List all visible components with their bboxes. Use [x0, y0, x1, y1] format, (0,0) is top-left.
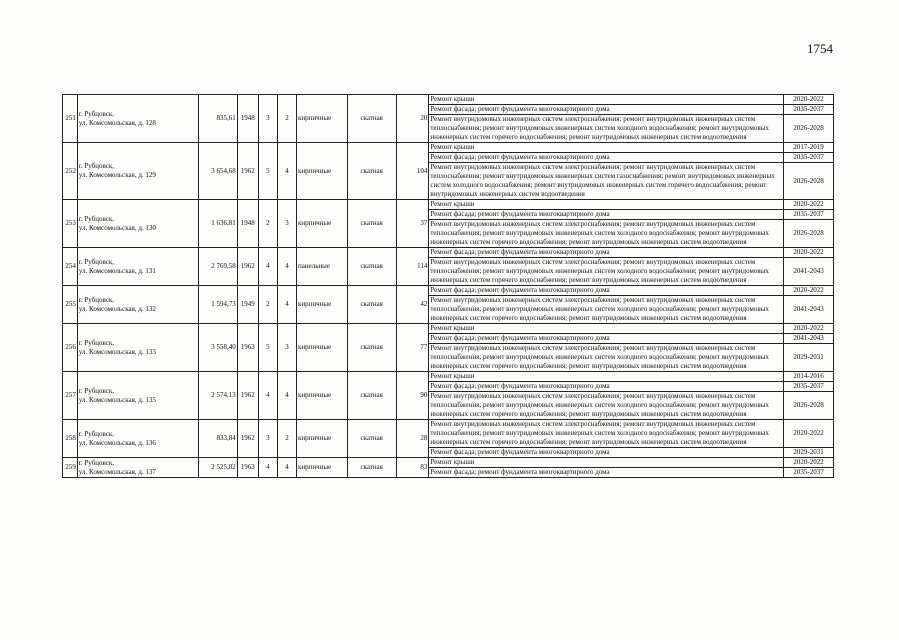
row-number: 253	[63, 200, 78, 248]
address-line: ул. Комсомольская, д. 129	[78, 171, 156, 179]
row-number: 252	[63, 143, 78, 200]
roof-type: скатная	[347, 372, 396, 420]
address-line: г. Рубцовск,	[78, 458, 115, 467]
building-area: 1 594,73	[198, 286, 237, 324]
address-line: ул. Комсомольская, д. 128	[78, 118, 156, 127]
table-row	[63, 458, 834, 468]
repair-period: 2020-2022	[784, 324, 834, 334]
repair-period: 2017-2019	[784, 143, 834, 153]
repair-work-description: Ремонт фасада; ремонт фундамента многоквартирного дома	[429, 153, 784, 163]
table-row	[63, 372, 834, 382]
repair-period: 2035-2037	[784, 105, 834, 115]
floor-count: 5	[258, 143, 277, 200]
floor-count: 2	[258, 200, 277, 248]
roof-type: скатная	[347, 324, 396, 372]
address-line: ул. Комсомольская, д. 132	[78, 304, 156, 313]
wall-material: кирпичные	[297, 95, 348, 143]
floor-count: 4	[258, 458, 277, 478]
repair-period: 2026-2028	[784, 220, 834, 248]
repair-period: 2026-2028	[784, 115, 834, 143]
building-area: 833,84	[198, 420, 237, 458]
wall-material: кирпичные	[297, 458, 348, 478]
entrance-count: 4	[277, 286, 296, 324]
building-area: 3 654,68	[198, 143, 237, 200]
row-number: 256	[63, 324, 78, 372]
build-year: 1963	[237, 324, 258, 372]
resident-count: 83	[396, 458, 429, 478]
building-address	[77, 95, 198, 143]
repair-work-description: Ремонт крыши	[429, 324, 784, 334]
repair-work-description: Ремонт внутридомовых инженерных систем электроснабжения; ремонт внутридомовых инженерных систем теплоснабжения; ремонт внутридомовых инженерных систем холодного водоснабжения; ремонт внутридомовых инженерных систем горячего водоснабжения; ремонт внутридомовых инженерных систем водоотведения	[429, 258, 784, 286]
build-year: 1948	[237, 200, 258, 248]
repair-work-description: Ремонт фасада; ремонт фундамента многоквартирного дома	[429, 334, 784, 344]
table-row	[63, 248, 834, 258]
repair-work-description: Ремонт крыши	[429, 200, 784, 210]
repair-period: 2041-2043	[784, 296, 834, 324]
floor-count: 2	[258, 286, 277, 324]
resident-count: 114	[396, 248, 429, 286]
resident-count: 37	[396, 200, 429, 248]
building-area: 2 769,58	[198, 248, 237, 286]
build-year: 1962	[237, 372, 258, 420]
entrance-count: 4	[277, 143, 296, 200]
building-address	[77, 143, 198, 200]
floor-count: 3	[258, 95, 277, 143]
repair-period: 2026-2028	[784, 392, 834, 420]
address-line: г. Рубцовск,	[78, 162, 115, 170]
row-number: 255	[63, 286, 78, 324]
repair-work-description: Ремонт крыши	[429, 372, 784, 382]
repair-work-description: Ремонт внутридомовых инженерных систем электроснабжения; ремонт внутридомовых инженерных систем теплоснабжения; ремонт внутридомовых инженерных систем холодного водоснабжения; ремонт внутридомовых инженерных систем горячего водоснабжения; ремонт внутридомовых инженерных систем водоотведения	[429, 420, 784, 448]
address-line: г. Рубцовск,	[78, 429, 115, 438]
wall-material: кирпичные	[297, 143, 348, 200]
repair-work-description: Ремонт фасада; ремонт фундамента многоквартирного дома	[429, 210, 784, 220]
resident-count: 42	[396, 286, 429, 324]
repair-period: 2041-2043	[784, 258, 834, 286]
resident-count: 104	[396, 143, 429, 200]
repair-work-description: Ремонт фасада; ремонт фундамента многоквартирного дома	[429, 286, 784, 296]
repair-period: 2020-2022	[784, 420, 834, 448]
repair-period: 2035-2037	[784, 210, 834, 220]
entrance-count: 4	[277, 248, 296, 286]
repair-work-description: Ремонт фасада; ремонт фундамента многоквартирного дома	[429, 382, 784, 392]
building-address	[77, 372, 198, 420]
wall-material: кирпичные	[297, 372, 348, 420]
floor-count: 4	[258, 372, 277, 420]
repair-period: 2029-2031	[784, 344, 834, 372]
repair-work-description: Ремонт внутридомовых инженерных систем электроснабжения; ремонт внутридомовых инженерных систем теплоснабжения; ремонт внутридомовых инженерных систем холодного водоснабжения; ремонт внутридомовых инженерных систем горячего водоснабжения; ремонт внутридомовых инженерных систем водоотведения	[429, 115, 784, 143]
entrance-count: 4	[277, 458, 296, 478]
wall-material: панельные	[297, 248, 348, 286]
row-number: 254	[63, 248, 78, 286]
wall-material: кирпичные	[297, 200, 348, 248]
repair-work-description: Ремонт внутридомовых инженерных систем электроснабжения; ремонт внутридомовых инженерных систем теплоснабжения; ремонт внутридомовых инженерных систем холодного водоснабжения; ремонт внутридомовых инженерных систем горячего водоснабжения; ремонт внутридомовых инженерных систем водоотведения	[429, 392, 784, 420]
row-number: 258	[63, 420, 78, 458]
build-year: 1962	[237, 248, 258, 286]
address-line: г. Рубцовск,	[78, 257, 115, 266]
table-row	[63, 420, 834, 448]
address-line: г. Рубцовск,	[78, 338, 115, 347]
address-line: ул. Комсомольская, д. 137	[78, 467, 156, 476]
address-line: г. Рубцовск,	[78, 386, 115, 395]
entrance-count: 2	[277, 420, 296, 458]
wall-material: кирпичные	[297, 286, 348, 324]
page-number: 1754	[807, 41, 833, 56]
building-address	[77, 286, 198, 324]
table-row	[63, 200, 834, 210]
roof-type: скатная	[347, 286, 396, 324]
building-address	[77, 248, 198, 286]
repair-work-description: Ремонт фасада; ремонт фундамента многоквартирного дома	[429, 468, 784, 478]
housing-register-table	[62, 94, 834, 478]
floor-count: 5	[258, 324, 277, 372]
address-line: ул. Комсомольская, д. 130	[78, 223, 156, 232]
table-row	[63, 286, 834, 296]
register-body	[63, 95, 834, 478]
table-row	[63, 143, 834, 153]
building-address	[77, 200, 198, 248]
roof-type: скатная	[347, 143, 396, 200]
wall-material: кирпичные	[297, 324, 348, 372]
address-line: ул. Комсомольская, д. 131	[78, 266, 156, 275]
building-address	[77, 420, 198, 458]
row-number: 259	[63, 458, 78, 478]
building-address	[77, 458, 198, 478]
repair-period: 2035-2037	[784, 468, 834, 478]
address-line: г. Рубцовск,	[78, 214, 115, 223]
repair-work-description: Ремонт крыши	[429, 458, 784, 468]
entrance-count: 4	[277, 372, 296, 420]
roof-type: скатная	[347, 248, 396, 286]
wall-material: кирпичные	[297, 420, 348, 458]
build-year: 1962	[237, 143, 258, 200]
repair-period: 2020-2022	[784, 458, 834, 468]
resident-count: 20	[396, 95, 429, 143]
repair-work-description: Ремонт внутридомовых инженерных систем электроснабжения; ремонт внутридомовых инженерных систем теплоснабжения; ремонт внутридомовых инженерных систем холодного водоснабжения; ремонт внутридомовых инженерных систем горячего водоснабжения; ремонт внутридомовых инженерных систем водоотведения	[429, 220, 784, 248]
address-line: г. Рубцовск,	[78, 109, 115, 118]
table-row	[63, 324, 834, 334]
repair-period: 2035-2037	[784, 153, 834, 163]
build-year: 1963	[237, 458, 258, 478]
repair-period: 2020-2022	[784, 286, 834, 296]
roof-type: скатная	[347, 200, 396, 248]
row-number: 257	[63, 372, 78, 420]
build-year: 1949	[237, 286, 258, 324]
address-line: г. Рубцовск,	[78, 295, 115, 304]
floor-count: 4	[258, 248, 277, 286]
repair-period: 2014-2016	[784, 372, 834, 382]
entrance-count: 3	[277, 324, 296, 372]
resident-count: 90	[396, 372, 429, 420]
table-row	[63, 95, 834, 105]
repair-work-description: Ремонт внутридомовых инженерных систем электроснабжения; ремонт внутридомовых инженерных систем теплоснабжения; ремонт внутридомовых инженерных систем холодного водоснабжения; ремонт внутридомовых инженерных систем горячего водоснабжения; ремонт внутридомовых инженерных систем водоотведения	[429, 344, 784, 372]
repair-period: 2041-2043	[784, 334, 834, 344]
row-number: 251	[63, 95, 78, 143]
repair-work-description: Ремонт внутридомовых инженерных систем электроснабжения; ремонт внутридомовых инженерных систем теплоснабжения; ремонт внутридомовых инженерных систем газоснабжения; ремонт внутридомовых инженерных систем холодного водоснабжения; ремонт внутридомовых инженерных систем горячего водоснабжения; ремонт внутридомовых инженерных систем водоотведения	[429, 163, 784, 200]
repair-work-description: Ремонт крыши	[429, 95, 784, 105]
repair-work-description: Ремонт внутридомовых инженерных систем электроснабжения; ремонт внутридомовых инженерных систем теплоснабжения; ремонт внутридомовых инженерных систем холодного водоснабжения; ремонт внутридомовых инженерных систем горячего водоснабжения; ремонт внутридомовых инженерных систем водоотведения	[429, 296, 784, 324]
repair-period: 2026-2028	[784, 163, 834, 200]
building-address	[77, 324, 198, 372]
resident-count: 28	[396, 420, 429, 458]
building-area: 2 525,82	[198, 458, 237, 478]
repair-work-description: Ремонт фасада; ремонт фундамента многоквартирного дома	[429, 448, 784, 458]
repair-period: 2020-2022	[784, 248, 834, 258]
repair-period: 2029-2031	[784, 448, 834, 458]
floor-count: 3	[258, 420, 277, 458]
repair-period: 2035-2037	[784, 382, 834, 392]
repair-period: 2020-2022	[784, 200, 834, 210]
address-line: ул. Комсомольская, д. 136	[78, 438, 156, 447]
roof-type: скатная	[347, 95, 396, 143]
address-line: ул. Комсомольская, д. 135	[78, 395, 156, 404]
roof-type: скатная	[347, 458, 396, 478]
address-line: ул. Комсомольская, д. 133	[78, 347, 156, 356]
building-area: 1 636,81	[198, 200, 237, 248]
repair-work-description: Ремонт крыши	[429, 143, 784, 153]
resident-count: 77	[396, 324, 429, 372]
building-area: 2 574,13	[198, 372, 237, 420]
build-year: 1962	[237, 420, 258, 458]
roof-type: скатная	[347, 420, 396, 458]
building-area: 3 558,40	[198, 324, 237, 372]
entrance-count: 3	[277, 200, 296, 248]
repair-work-description: Ремонт фасада; ремонт фундамента многоквартирного дома	[429, 105, 784, 115]
building-area: 835,61	[198, 95, 237, 143]
entrance-count: 2	[277, 95, 296, 143]
build-year: 1948	[237, 95, 258, 143]
repair-period: 2020-2022	[784, 95, 834, 105]
repair-work-description: Ремонт фасада; ремонт фундамента многоквартирного дома	[429, 248, 784, 258]
